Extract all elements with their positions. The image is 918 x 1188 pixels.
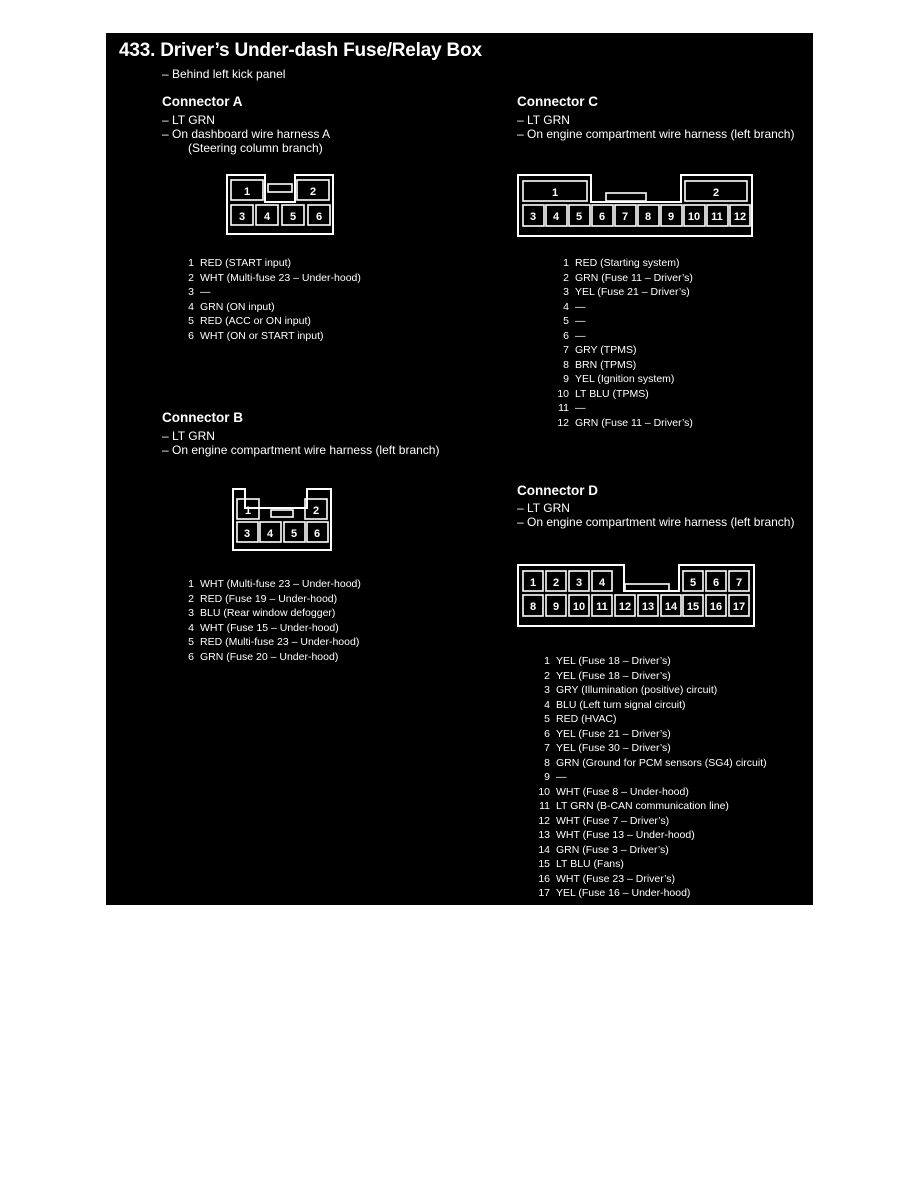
list-item: 2 WHT (Multi-fuse 23 – Under-hood) [188,271,361,284]
list-item: 12 GRN (Fuse 11 – Driver’s) [557,416,693,429]
connector-b-harness: – On engine compartment wire harness (left branch) [162,443,440,457]
list-item: 2 GRN (Fuse 11 – Driver’s) [563,271,693,284]
list-item: 5 RED (ACC or ON input) [188,315,311,327]
list-item: 3 GRY (Illumination (positive) circuit) [544,684,718,696]
connector-d-cell: 17 [732,601,746,613]
connector-a-cell: 1 [243,186,251,198]
list-item: 4 WHT (Fuse 15 – Under-hood) [188,621,339,634]
list-item: 13 WHT (Fuse 13 – Under-hood) [538,829,695,841]
connector-d-heading: Connector D [517,483,598,498]
connector-d-cell: 1 [529,577,537,589]
list-item: 11 LT GRN (B-CAN communication line) [539,800,729,812]
page-title: 433. Driver’s Under-dash Fuse/Relay Box [119,40,482,61]
connector-d-cell: 5 [689,577,697,589]
connector-a-color: – LT GRN [162,113,215,127]
connector-b-cell: 3 [243,528,251,540]
connector-a-harness-branch: (Steering column branch) [188,141,323,155]
connector-a-cell: 5 [289,211,297,223]
connector-a-pin-list [184,256,361,343]
list-item: 4 GRN (ON input) [188,300,275,313]
list-item: 9 YEL (Ignition system) [563,373,675,385]
connector-b-color: – LT GRN [162,429,215,443]
connector-d-cell: 4 [598,577,606,589]
connector-b-cell: 1 [244,505,252,517]
connector-d-cell: 14 [664,601,678,613]
list-item: 8 BRN (TPMS) [563,358,637,371]
connector-a-diagram [224,172,338,238]
connector-c-cell: 1 [551,187,559,199]
list-item: 7 GRY (TPMS) [563,344,637,356]
list-item: 15 LT BLU (Fans) [538,858,624,870]
box-location: – Behind left kick panel [162,67,286,81]
connector-c-cell: 6 [598,211,606,223]
connector-d-cell: 15 [686,601,700,613]
list-item: 1 RED (START input) [188,257,292,269]
connector-d-cell: 10 [572,601,586,613]
list-item: 17 YEL (Fuse 16 – Under-hood) [538,887,691,899]
list-item: 10 WHT (Fuse 8 – Under-hood) [538,785,689,798]
list-item: 2 YEL (Fuse 18 – Driver’s) [544,669,671,682]
connector-c-cell: 10 [687,211,701,223]
connector-c-cell: 9 [667,211,675,223]
connector-a-cell: 2 [309,186,317,198]
connector-c-heading: Connector C [517,94,598,109]
connector-b-cell: 2 [312,505,320,517]
list-item: 12 WHT (Fuse 7 – Driver’s) [538,814,670,827]
list-item: 6 YEL (Fuse 21 – Driver’s) [544,727,671,740]
list-item: 2 RED (Fuse 19 – Under-hood) [188,592,338,605]
connector-a-cell: 6 [315,211,323,223]
connector-c-cell: 7 [621,211,629,223]
connector-c-cell: 12 [733,211,747,223]
connector-c-cell: 8 [644,211,652,223]
connector-d-cell: 2 [552,577,560,589]
connector-c-harness: – On engine compartment wire harness (left branch) [517,127,795,141]
connector-d-harness: – On engine compartment wire harness (left branch) [517,515,795,529]
connector-b-heading: Connector B [162,410,243,425]
connector-a-harness: – On dashboard wire harness A [162,127,331,141]
connector-b-cell: 5 [290,528,298,540]
connector-b-pin-list [184,577,361,664]
connector-c-cell: 2 [712,187,720,199]
list-item: 8 GRN (Ground for PCM sensors (SG4) circuit) [544,756,767,769]
connector-d-pin-list [534,654,767,901]
connector-c-diagram [515,172,755,240]
list-item: 6 WHT (ON or START input) [188,329,324,342]
connector-c-cell: 5 [575,211,583,223]
list-item: 16 WHT (Fuse 23 – Driver’s) [538,872,676,885]
list-item: 14 GRN (Fuse 3 – Driver’s) [538,843,669,856]
connector-d-cell: 16 [709,601,723,613]
list-item: 5 — [563,315,586,327]
list-item: 1 YEL (Fuse 18 – Driver’s) [544,655,671,667]
list-item: 1 WHT (Multi-fuse 23 – Under-hood) [188,578,361,590]
connector-d-diagram [515,562,757,630]
list-item: 6 — [563,329,586,342]
list-item: 10 LT BLU (TPMS) [557,387,649,400]
connector-a-cell: 4 [263,211,271,223]
connector-c-cell: 3 [529,211,537,223]
list-item: 3 BLU (Rear window defogger) [188,607,336,619]
connector-b-cell: 6 [313,528,321,540]
list-item: 4 — [563,300,586,313]
list-item: 3 YEL (Fuse 21 – Driver’s) [563,286,690,298]
list-item: 5 RED (Multi-fuse 23 – Under-hood) [188,636,360,648]
connector-c-cell: 4 [552,211,560,223]
connector-c-pin-list [554,256,693,430]
list-item: 3 — [188,286,211,298]
connector-d-cell: 7 [735,577,743,589]
connector-d-cell: 6 [712,577,720,589]
connector-d-cell: 12 [618,601,632,613]
list-item: 6 GRN (Fuse 20 – Under-hood) [188,650,339,663]
connector-a-cell: 3 [238,211,246,223]
connector-d-cell: 9 [552,601,560,613]
connector-d-cell: 8 [529,601,537,613]
list-item: 9 — [544,771,567,783]
list-item: 5 RED (HVAC) [544,713,617,725]
connector-d-cell: 13 [641,601,655,613]
list-item: 11 — [558,402,586,414]
connector-b-diagram [230,486,336,554]
connector-b-cell: 4 [266,528,274,540]
connector-d-cell: 11 [596,601,608,613]
connector-a-heading: Connector A [162,94,243,109]
connector-d-color: – LT GRN [517,501,570,515]
list-item: 7 YEL (Fuse 30 – Driver’s) [544,742,671,754]
connector-d-cell: 3 [575,577,583,589]
list-item: 4 BLU (Left turn signal circuit) [544,698,686,711]
connector-c-color: – LT GRN [517,113,570,127]
list-item: 1 RED (Starting system) [563,257,680,269]
connector-c-cell: 11 [711,211,723,223]
